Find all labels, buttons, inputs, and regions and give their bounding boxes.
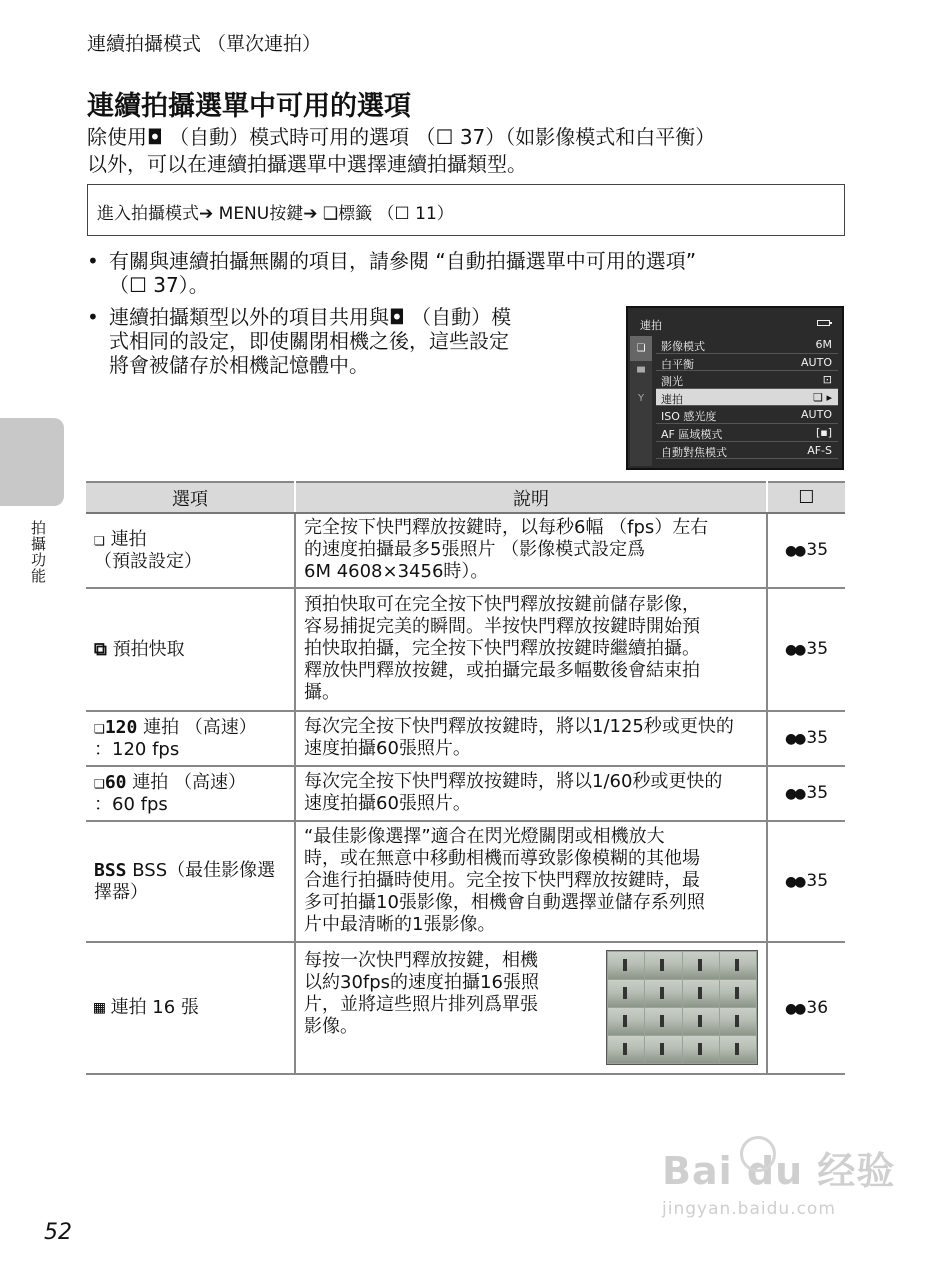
description-line: 片中最清晰的1張影像。 xyxy=(304,914,496,935)
note-line: 連續拍攝類型以外的項目共用與◘ （自動）模 xyxy=(109,305,512,329)
reference-icon: ●● xyxy=(784,642,804,658)
reference-page: 35 xyxy=(806,728,829,748)
reference-cell xyxy=(767,821,845,942)
option-label: 連拍 （高速） xyxy=(126,771,246,793)
option-cell xyxy=(86,588,295,711)
description-line: 速度拍攝60張照片。 xyxy=(304,793,471,814)
chapter-label: 拍攝功能 xyxy=(29,520,47,584)
reference-cell xyxy=(767,513,845,588)
continuous-tab-icon: ❏ xyxy=(630,336,652,361)
description-cell xyxy=(295,588,767,711)
page-number: 52 xyxy=(44,1220,72,1245)
reference-page: 35 xyxy=(806,639,829,659)
table-row xyxy=(86,821,845,942)
baidu-watermark xyxy=(662,1140,895,1219)
camera-menu-item: 影像模式 6M xyxy=(656,336,838,354)
table-row xyxy=(86,588,845,711)
reference-page: 35 xyxy=(806,783,829,803)
continuous-h60-icon: ❏60 xyxy=(94,771,127,793)
camera-menu-item: 自動對焦模式 AF-S xyxy=(656,442,838,460)
intro-line: 除使用◘ （自動）模式時可用的選項 （☐ 37）（如影像模式和白平衡） xyxy=(87,125,716,149)
bss-icon: BSS xyxy=(94,859,127,881)
description-line: 時，或在無意中移動相機而導致影像模糊的其他場 xyxy=(304,848,700,869)
option-cell xyxy=(86,821,295,942)
description-cell xyxy=(295,821,767,942)
intro-paragraph xyxy=(87,124,847,178)
table-row xyxy=(86,711,845,766)
option-label: 預拍快取 xyxy=(106,638,185,660)
camera-menu-screenshot xyxy=(626,306,844,470)
bullet-icon: • xyxy=(87,249,99,273)
description-cell xyxy=(295,766,767,821)
camera-menu-item: 測光 ⊡ xyxy=(656,371,838,389)
option-cell xyxy=(86,711,295,766)
camera-menu-title: 連拍 xyxy=(640,319,662,332)
option-sublabel: ：120 fps xyxy=(94,738,180,760)
description-line: 每次完全按下快門釋放按鍵時，將以1/125秒或更快的 xyxy=(304,716,734,737)
description-cell xyxy=(295,711,767,766)
camera-menu-item-selected: 連拍 ❏ ▸ xyxy=(656,389,838,407)
reference-page: 35 xyxy=(806,871,829,891)
reference-icon: ●● xyxy=(784,543,804,559)
option-sublabel: ：60 fps xyxy=(94,793,168,815)
continuous-icon: ❏ xyxy=(94,528,105,550)
table-row xyxy=(86,942,845,1074)
reference-page: 36 xyxy=(806,997,829,1018)
description-line: 每次完全按下快門釋放按鍵時，將以1/60秒或更快的 xyxy=(304,771,723,792)
note-line: 式相同的設定，即使關閉相機之後，這些設定 xyxy=(109,329,509,353)
option-label: 連拍 xyxy=(104,528,147,550)
description-line: 的速度拍攝最多5張照片 （影像模式設定爲 xyxy=(304,539,646,560)
note-line: 有關與連續拍攝無關的項目，請參閱 “自動拍攝選單中可用的選項” xyxy=(109,249,697,273)
reference-icon: ●● xyxy=(784,1000,804,1017)
header-reference-icon: ☐ xyxy=(767,482,845,513)
option-label: 連拍 （高速） xyxy=(137,716,257,738)
table-row xyxy=(86,766,845,821)
description-line: 以約30fps的速度拍攝16張照 xyxy=(304,972,539,993)
note-line: （☐ 37）。 xyxy=(109,273,209,297)
description-line: 多可拍攝10張影像，相機會自動選擇並儲存系列照 xyxy=(304,892,705,913)
header-description: 說明 xyxy=(295,482,767,513)
multi-shot-16-icon: ▦ xyxy=(94,997,105,1018)
reference-cell xyxy=(767,766,845,821)
description-line: 6M 4608×3456時）。 xyxy=(304,561,489,582)
description-line: 影像。 xyxy=(304,1016,358,1037)
setup-tab-icon: Y xyxy=(637,393,645,404)
menu-path-box: 進入拍攝模式➔ MENU按鍵➔ ❏標籤 （☐ 11） xyxy=(87,184,845,236)
battery-icon xyxy=(817,320,830,326)
camera-menu-title-bar xyxy=(628,308,842,336)
option-label: BSS（最佳影像選 xyxy=(126,859,276,881)
description-cell xyxy=(295,513,767,588)
description-cell xyxy=(295,942,767,1074)
option-cell xyxy=(86,942,295,1074)
reference-icon: ●● xyxy=(784,874,804,890)
description-line: 攝。 xyxy=(304,682,340,703)
description-line: 預拍快取可在完全按下快門釋放按鍵前儲存影像， xyxy=(304,594,700,615)
watermark-url: jingyan.baidu.com xyxy=(662,1199,836,1219)
chapter-tab xyxy=(0,418,64,506)
bullet-icon: • xyxy=(87,305,99,329)
movie-tab-icon: ▀ xyxy=(637,368,645,379)
reference-cell xyxy=(767,711,845,766)
continuous-h120-icon: ❏120 xyxy=(94,716,138,738)
camera-menu-item: 白平衡 AUTO xyxy=(656,354,838,372)
camera-menu-item: ISO 感光度 AUTO xyxy=(656,406,838,424)
description-line: 容易捕捉完美的瞬間。半按快門釋放按鍵時開始預 xyxy=(304,616,700,637)
reference-icon: ●● xyxy=(784,786,804,802)
option-cell xyxy=(86,513,295,588)
watermark-brand: Bai du 经验 xyxy=(662,1149,896,1193)
table-header-row xyxy=(86,482,845,513)
note-item xyxy=(87,249,847,297)
section-title: 連續拍攝選單中可用的選項 xyxy=(87,91,411,122)
table-row xyxy=(86,513,845,588)
option-sublabel: （預設設定） xyxy=(94,550,202,572)
reference-page: 35 xyxy=(806,540,829,560)
description-line: 合進行拍攝時使用。完全按下快門釋放按鍵時，最 xyxy=(304,870,700,891)
description-line: 釋放快門釋放按鍵，或拍攝完最多幅數後會結束拍 xyxy=(304,660,700,681)
reference-cell xyxy=(767,588,845,711)
description-line: 片，並將這些照片排列爲單張 xyxy=(304,994,538,1015)
paw-logo-icon xyxy=(740,1136,776,1172)
pre-shooting-cache-icon: ⧉ xyxy=(94,638,107,660)
note-line: 將會被儲存於相機記憶體中。 xyxy=(109,353,369,377)
description-line: “最佳影像選擇”適合在閃光燈關閉或相機放大 xyxy=(304,826,665,847)
description-line: 完全按下快門釋放按鍵時，以每秒6幅 （fps）左右 xyxy=(304,517,709,538)
camera-menu-item: AF 區域模式 [▪] xyxy=(656,424,838,442)
option-cell xyxy=(86,766,295,821)
option-sublabel: 擇器） xyxy=(94,881,148,903)
description-line: 速度拍攝60張照片。 xyxy=(304,738,471,759)
multi-shot-16-sample-image xyxy=(606,950,758,1065)
intro-line: 以外，可以在連續拍攝選單中選擇連續拍攝類型。 xyxy=(87,152,527,176)
reference-cell xyxy=(767,942,845,1074)
header-option: 選項 xyxy=(86,482,295,513)
option-label: 連拍 16 張 xyxy=(104,997,199,1018)
description-line: 拍快取拍攝，完全按下快門釋放按鍵時繼續拍攝。 xyxy=(304,638,700,659)
description-line: 每按一次快門釋放按鍵，相機 xyxy=(304,950,538,971)
options-table xyxy=(86,481,845,1075)
reference-icon: ●● xyxy=(784,731,804,747)
running-header: 連續拍攝模式 （單次連拍） xyxy=(87,33,322,55)
camera-menu-list xyxy=(656,336,838,459)
camera-menu-tabs xyxy=(630,336,652,466)
